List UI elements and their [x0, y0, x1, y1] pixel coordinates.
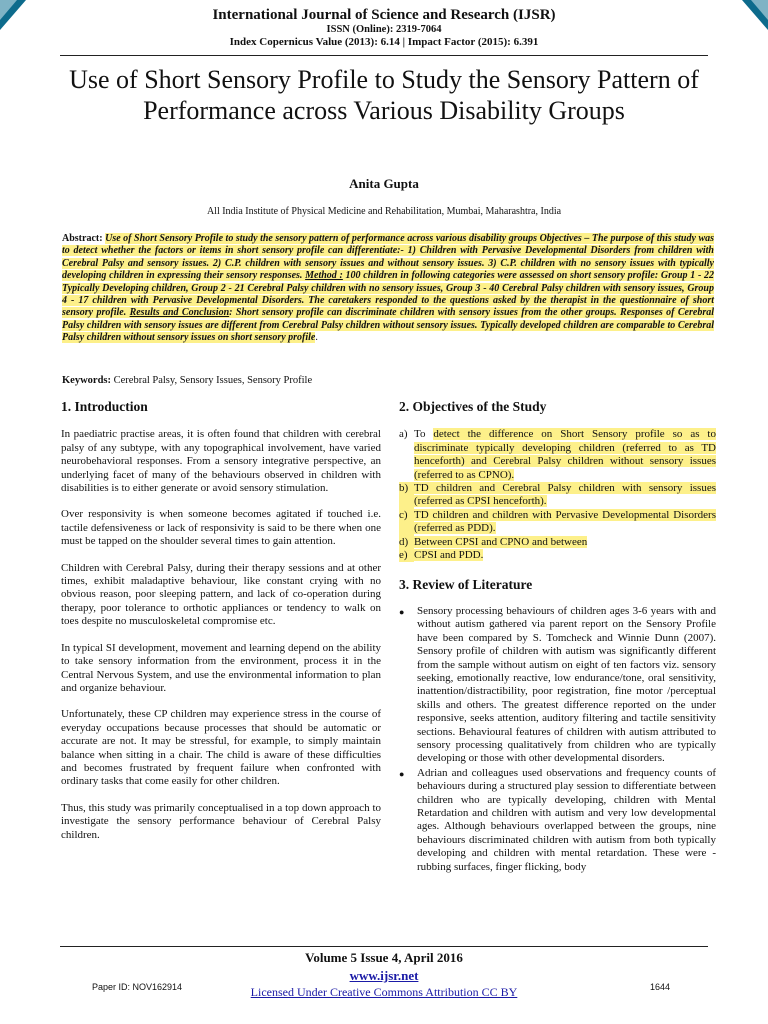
intro-paragraph: In typical SI development, movement and learning depend on the ability to take sensory information from the environment, process it in the Central Nervous System, and use the environmental information to plan and organize behaviour. — [61, 641, 381, 694]
literature-text: Sensory processing behaviours of children ages 3-6 years with and without autism gathered via parent report on the Sensory Profile have been compared by S. Tomcheck and Winnie Dunn (2007). Sensory profile of children with autism was significantly different from the sample without autism on eight of ten factors viz. sensory seeking, emotionally reactive, low endurance/tone, oral sensitivity, inattention/distractibility, poor registration, fine motor /perceptual skills and others. The greatest difference reported on the under responsive, seeks attention, auditory filtering and tactile sensitivity sections. Behavioural features of children with autism attributed to sensory processing qualitatively from children who are typically developing or those with other developmental disorders. — [417, 604, 716, 765]
footer-rule — [60, 946, 708, 947]
abstract-part-results: : Short sensory profile can discriminate children with sensory issues from the other groups. Responses of Cerebral Palsy children with sensory issues are different from Cerebral Palsy children without sensory issues. Typically developed children are comparable to Cerebral Palsy children without sensory issues on short sensory profile — [62, 307, 714, 344]
author-name: Anita Gupta — [349, 176, 419, 191]
introduction-heading: 1. Introduction — [61, 399, 148, 414]
journal-index: Index Copernicus Value (2013): 6.14 | Impact Factor (2015): 6.391 — [229, 36, 539, 49]
abstract-end: . — [315, 332, 318, 344]
footer-license-link[interactable]: Licensed Under Creative Commons Attribution CC BY — [250, 985, 518, 999]
objective-marker: b) — [399, 482, 414, 509]
author-affiliation: All India Institute of Physical Medicine and Rehabilitation, Mumbai, Maharashtra, India — [206, 206, 562, 217]
page-number: 1644 — [650, 982, 671, 992]
objective-marker: e) — [399, 549, 414, 562]
keywords — [62, 375, 312, 386]
paper-id: Paper ID: NOV162914 — [92, 982, 183, 992]
literature-heading: 3. Review of Literature — [399, 577, 533, 593]
paper-title: Use of Short Sensory Profile to Study the Sensory Pattern of Performance across Various Disability Groups — [69, 65, 699, 125]
abstract-method-label: Method : — [305, 270, 343, 282]
bullet-icon: ● — [399, 606, 405, 617]
right-column — [399, 400, 716, 875]
objective-item — [399, 536, 716, 549]
objective-prefix: To — [414, 428, 434, 441]
header-rule — [60, 55, 708, 56]
intro-paragraph: Children with Cerebral Palsy, during their therapy sessions and at other times, exhibit maladaptive behaviour, like constant crying with no obvious reason, poor sleeping pattern, and lack of co-operation during therapy, poor tolerance to orthotic appliances or tendency to walk on toes despite no musculoskeletal compromise etc. — [61, 561, 381, 628]
journal-header — [0, 7, 768, 49]
left-column — [61, 400, 381, 855]
objective-marker: a) — [399, 428, 408, 441]
abstract-results-label: Results and Conclusion — [129, 307, 230, 319]
objectives-list — [399, 428, 716, 562]
objective-item — [399, 482, 716, 509]
intro-paragraph: Unfortunately, these CP children may experience stress in the course of everyday occupations because processes that should be automatic or accurate are not. It may be stressful, for example, to simply maintain balance when sitting in a chair. The child is aware of these difficulties and becomes frustrated by frequent failure when confronted with ordinary tasks that come easily for other children. — [61, 708, 381, 788]
intro-paragraph: In paediatric practise areas, it is often found that children with cerebral palsy of any subtype, with any topographical involvement, have varied neurobehavioral responses. From a sensory integrative perspective, an underlying facet of many of the behaviours observed in children with disabilities is to either generate or avoid sensory stimulation. — [61, 428, 381, 495]
objective-item — [399, 549, 716, 562]
objectives-heading: 2. Objectives of the Study — [399, 399, 547, 414]
literature-list — [399, 605, 716, 874]
objective-text: TD children and Cerebral Palsy children with sensory issues (referred as CPSI henceforth). — [414, 482, 716, 508]
literature-text: Adrian and colleagues used observations and frequency counts of behaviours during a structured play session to differentiate between children who are typically developing, children with Mental Retardation and children with autism and very low developmental ages. Although behaviours overlapped between the groups, nine behaviours discriminated children with autism from both typically developing and children with mental retardation. These were - rubbing surfaces, finger flicking, body — [417, 766, 716, 873]
literature-item — [399, 605, 716, 766]
journal-name: International Journal of Science and Research (IJSR) — [212, 7, 556, 23]
objective-text: Between CPSI and CPNO and between — [414, 535, 588, 548]
objective-marker: c) — [399, 509, 414, 536]
intro-paragraph: Over responsivity is when someone becomes agitated if touched i.e. tactile defensiveness or lack of responsivity is said to be there when one must be tapped on the shoulder several times to gain attention. — [61, 508, 381, 548]
literature-item — [399, 767, 716, 874]
objective-item — [399, 509, 716, 536]
objective-text: CPSI and PDD. — [414, 549, 484, 562]
objective-text: TD children and children with Pervasive Developmental Disorders (referred as PDD). — [414, 508, 716, 535]
keywords-label: Keywords: — [62, 375, 111, 386]
keywords-text: Cerebral Palsy, Sensory Issues, Sensory Profile — [113, 375, 313, 386]
abstract-label: Abstract: — [62, 233, 103, 244]
journal-issn: ISSN (Online): 2319-7064 — [326, 24, 442, 36]
abstract-part-objectives: Use of Short Sensory Profile to study the sensory pattern of performance across various disability groups Objectives – The purpose of this study was to detect whether the factors or items in short sensory profile can differentiate:- 1) Children with Pervasive Developmental Disorders from children with Cerebral Palsy and sensory issues. 2) C.P. children with sensory issues and without sensory issues. 3) C.P. children with no sensory issues with typically developing children in expressing their sensory responses. — [62, 233, 715, 282]
objective-text: detect the difference on Short Sensory profile so as to discriminate typically developing children (referred to as TD henceforth) and Cerebral Palsy children without sensory issues (referred to as CPNO). — [414, 428, 716, 481]
bullet-icon: ● — [399, 768, 405, 779]
abstract — [62, 233, 714, 345]
intro-paragraph: Thus, this study was primarily conceptualised in a top down approach to investigate the sensory performance behaviour of Cerebral Palsy children. — [61, 801, 381, 841]
objective-marker: d) — [399, 536, 414, 549]
objective-item — [399, 428, 716, 482]
abstract-text — [62, 233, 714, 343]
abstract-part-method: 100 children in following categories were assessed on short sensory profile: Group 1 - 22 Typically Developing children, Group 2 - 21 Cerebral Palsy children with no sensory issues, Group 3 - 40 Cerebral Palsy children with sensory issues, Group 4 - 17 children with Pervasive Developmental Disorders. The caretakers responded to the questions asked by the therapist in the questionnaire of short sensory profile. — [62, 270, 715, 319]
footer-volume: Volume 5 Issue 4, April 2016 — [305, 950, 463, 965]
footer-website-link[interactable]: www.ijsr.net — [349, 968, 419, 983]
